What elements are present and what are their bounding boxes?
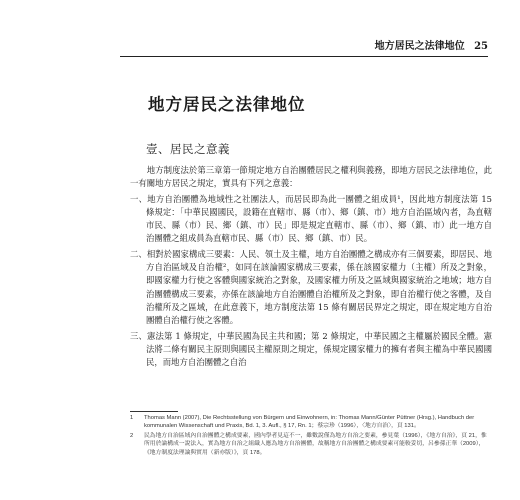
footnote: [130, 414, 492, 431]
running-head-title: 地方居民之法律地位: [374, 41, 465, 52]
list-item-label: 一、: [130, 193, 148, 204]
intro-paragraph: 地方制度法於第三章第一節規定地方自治團體居民之權利與義務，即地方居民之法律地位，此一有關地方居民之規定，實具有下列之意義：: [130, 165, 492, 189]
footnote-divider: [130, 411, 178, 412]
footnote-mark: 2: [130, 432, 134, 439]
list-item-text: 憲法第 1 條規定，中華民國為民主共和國；第 2 條規定，中華民國之主權屬於國民全體。憲法將二條有關民主原則與國民主權原則之規定，係規定國家權力的擁有者與主權為中華民國國民，而地方自治團體之自治: [145, 330, 492, 368]
footnote-mark: 1: [130, 415, 134, 421]
section-title: 壹、居民之意義: [146, 142, 230, 156]
list-item-text: 地方自治團體為地域性之社團法人，而居民即為此一團體之組成員¹，因此地方制度法第 15 條規定：「中華民國國民，設籍在直轄市、縣（市）、鄉（鎮、市）地方自治區域內者，為直轄市民、縣（市）民、鄉（鎮、市）民」即是規定直轄市、縣（市）、鄉（鎮、市）此一地方自治團體之組成員為直轄市民、縣（市）民、鄉（鎮、市）民。: [145, 193, 492, 244]
page-number: 25: [474, 41, 488, 52]
list-item-text: 相對於國家構成三要素：人民、領土及主權，地方自治團體之構成亦有三個要素，即居民、地方自治區域及自治權²，如同在該論國家構成三要素，係在該國家權力（主權）所及之對象，即國家權力行使之客體與國家統治之對象，及國家權力所及之區域與國家統治之地域；地方自治團體構成三要素，亦係在該論地方自治團體自治權所及之對象，即自治權行使之客體，及自治權所及之區域，在此意義下，地方制度法第 15 條有關居民界定之規定，即在規定地方自治團體自治權行使之客體。: [145, 248, 493, 326]
list-item-label: 二、: [130, 248, 147, 259]
list-item: [130, 330, 492, 370]
list-item-label: 三、: [130, 330, 148, 341]
footnote-text: 民為地方自治區域內自治團體之構成要素，國內學者見這不一，雖數說僅為地方自治之要素，參見葉（1996），《地方自治》，頁 21，惟所用於論構成一說法入，實為地方自治之組織人應為地方自治團體，故稱地方自治團體之構成要素可能較妥切，呂參孫正華（2009），《地方制度法理論與實用（新亦版）》，頁 178。: [144, 432, 487, 456]
footnote-text: Thomas Mann (2007), Die Rechtsstellung von Bürgern und Einwohnern, in: Thomas Mann/Günter Püttner (Hrsg.), Handbuch der kommunalen Wissenschaft und Praxis, Bd. 1, 3. Aufl., § 17, Rn. 1；蔡宗珍（1996），〈地方自治〉，頁 131。: [144, 415, 475, 430]
running-head: [120, 40, 488, 57]
footnotes: [130, 414, 492, 458]
list-item: [130, 248, 492, 328]
body-text: [130, 164, 492, 371]
list-item: [130, 193, 492, 246]
chapter-title: 地方居民之法律地位: [148, 95, 306, 114]
footnote: [130, 432, 492, 457]
